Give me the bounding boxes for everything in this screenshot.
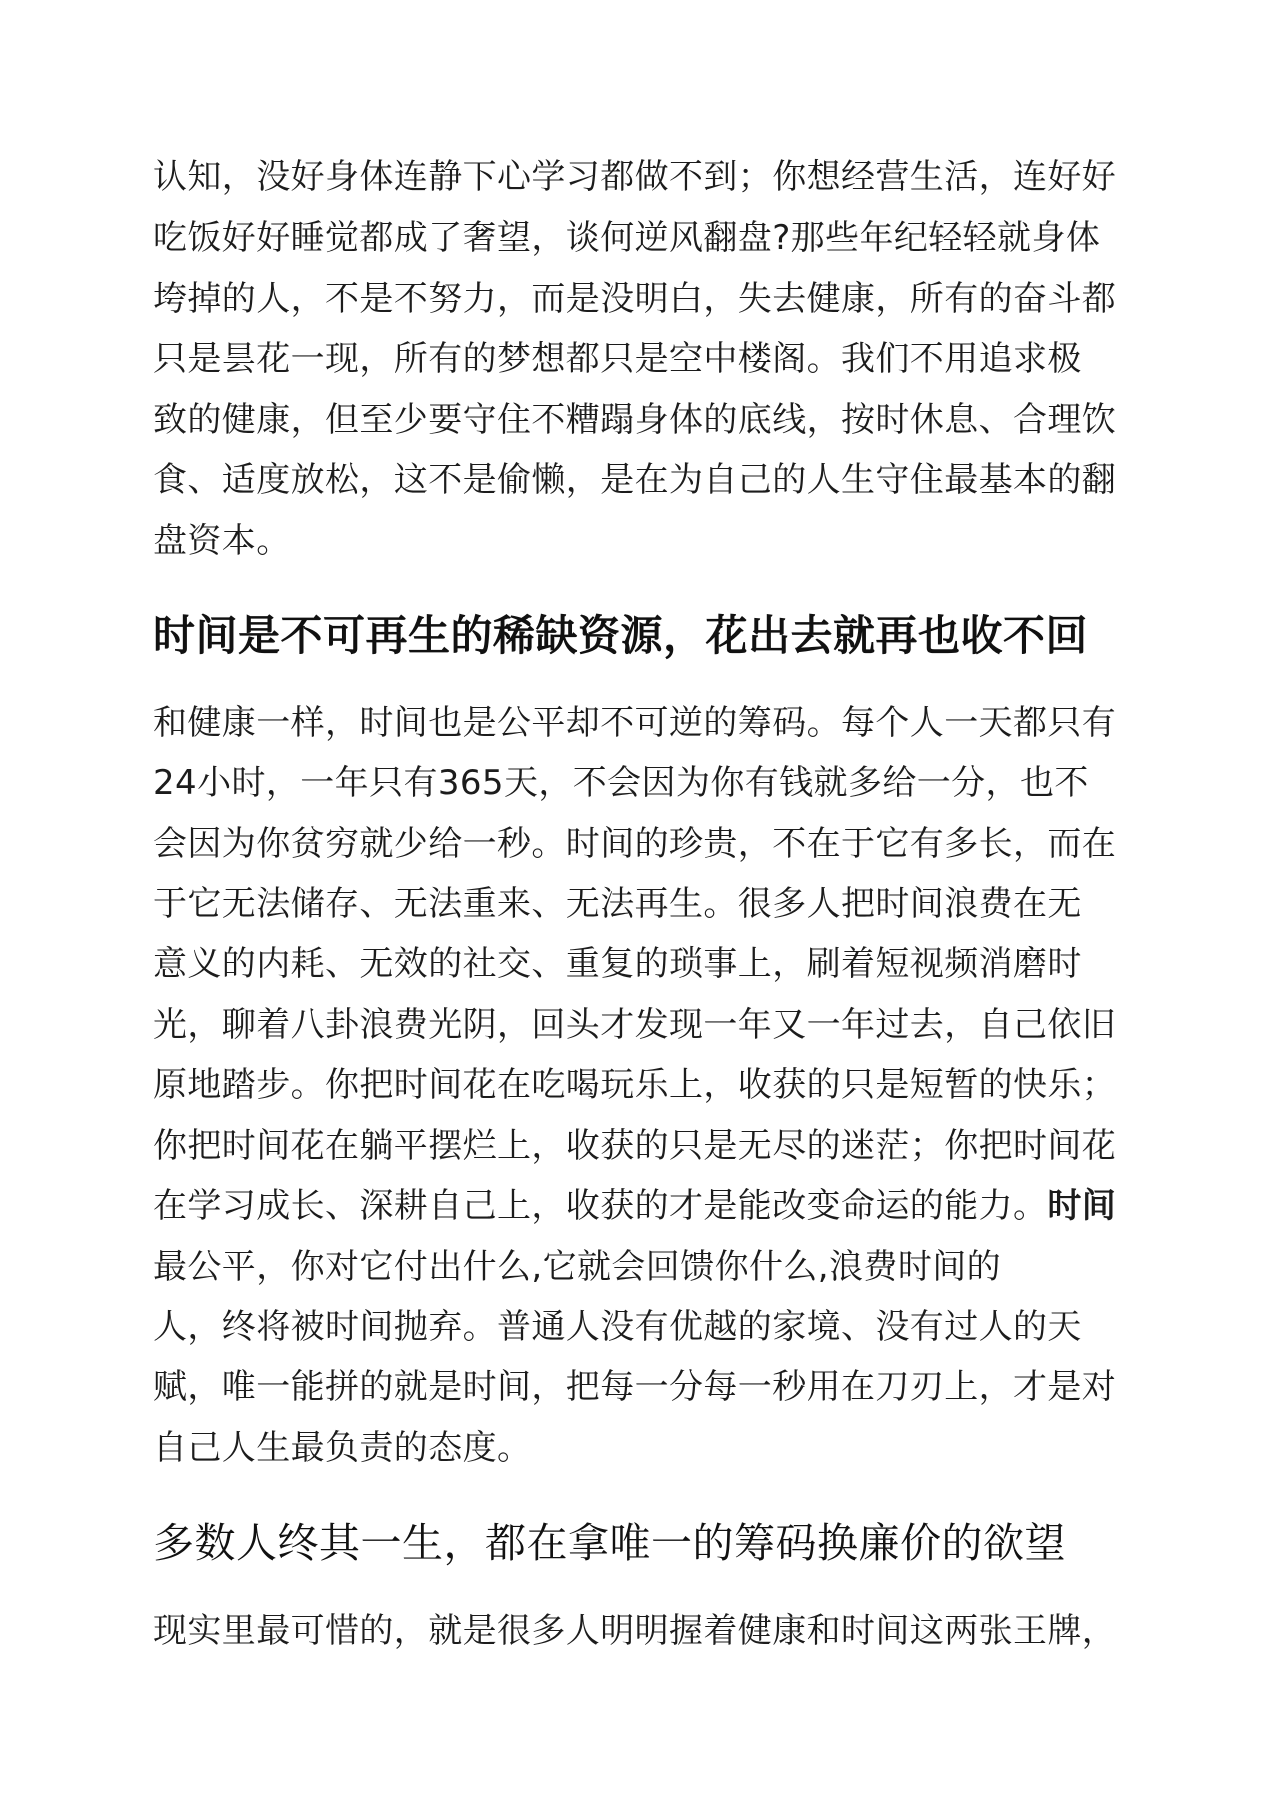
paragraph-1-line-7: 盘资本。 [153,521,291,561]
emphasis-time: 时间 [1047,1186,1117,1226]
paragraph-2-line-6: 光，聊着八卦浪费光阴，回头才发现一年又一年过去，自己依旧 [153,1005,1117,1045]
paragraph-2-line-10: 最公平，你对它付出什么,它就会回馈你什么,浪费时间的 [153,1247,1002,1287]
paragraph-3-line-1: 现实里最可惜的，就是很多人明明握着健康和时间这两张王牌， [153,1611,1117,1651]
paragraph-1-line-1: 认知，没好身体连静下心学习都做不到；你想经营生活，连好好 [153,157,1117,197]
paragraph-2-line-13: 自己人生最负责的态度。 [153,1428,532,1468]
paragraph-2-line-7: 原地踏步。你把时间花在吃喝玩乐上，收获的只是短暂的快乐； [153,1065,1117,1105]
paragraph-1-line-4: 只是昙花一现，所有的梦想都只是空中楼阁。我们不用追求极 [153,339,1082,379]
paragraph-2-line-12: 赋，唯一能拼的就是时间，把每一分每一秒用在刀刃上，才是对 [153,1367,1117,1407]
paragraph-2-line-4: 于它无法储存、无法重来、无法再生。很多人把时间浪费在无 [153,884,1082,924]
paragraph-2-line-5: 意义的内耗、无效的社交、重复的琐事上，刷着短视频消磨时 [153,944,1082,984]
paragraph-2-line-11: 人，终将被时间抛弃。普通人没有优越的家境、没有过人的天 [153,1307,1082,1347]
paragraph-2-line-9 [153,1186,1116,1226]
paragraph-1-line-2: 吃饭好好睡觉都成了奢望，谈何逆风翻盘?那些年纪轻轻就身体 [153,218,1101,258]
paragraph-2-line-9-text: 在学习成长、深耕自己上，收获的才是能改变命运的能力。 [153,1186,1048,1226]
paragraph-2-line-1: 和健康一样，时间也是公平却不可逆的筹码。每个人一天都只有 [153,703,1117,743]
paragraph-2-line-2: 24小时，一年只有365天，不会因为你有钱就多给一分，也不 [153,763,1089,803]
paragraph-1-line-6: 食、适度放松，这不是偷懒，是在为自己的人生守住最基本的翻 [153,460,1117,500]
paragraph-2-line-3: 会因为你贫穷就少给一秒。时间的珍贵，不在于它有多长，而在 [153,824,1117,864]
paragraph-2-line-8: 你把时间花在躺平摆烂上，收获的只是无尽的迷茫；你把时间花 [153,1126,1117,1166]
paragraph-1-line-3: 垮掉的人，不是不努力，而是没明白，失去健康，所有的奋斗都 [153,279,1117,319]
section-heading-desire: 多数人终其一生，都在拿唯一的筹码换廉价的欲望 [153,1519,1066,1567]
section-heading-time: 时间是不可再生的稀缺资源，花出去就再也收不回 [153,611,1089,660]
paragraph-1-line-5: 致的健康，但至少要守住不糟蹋身体的底线，按时休息、合理饮 [153,400,1117,440]
